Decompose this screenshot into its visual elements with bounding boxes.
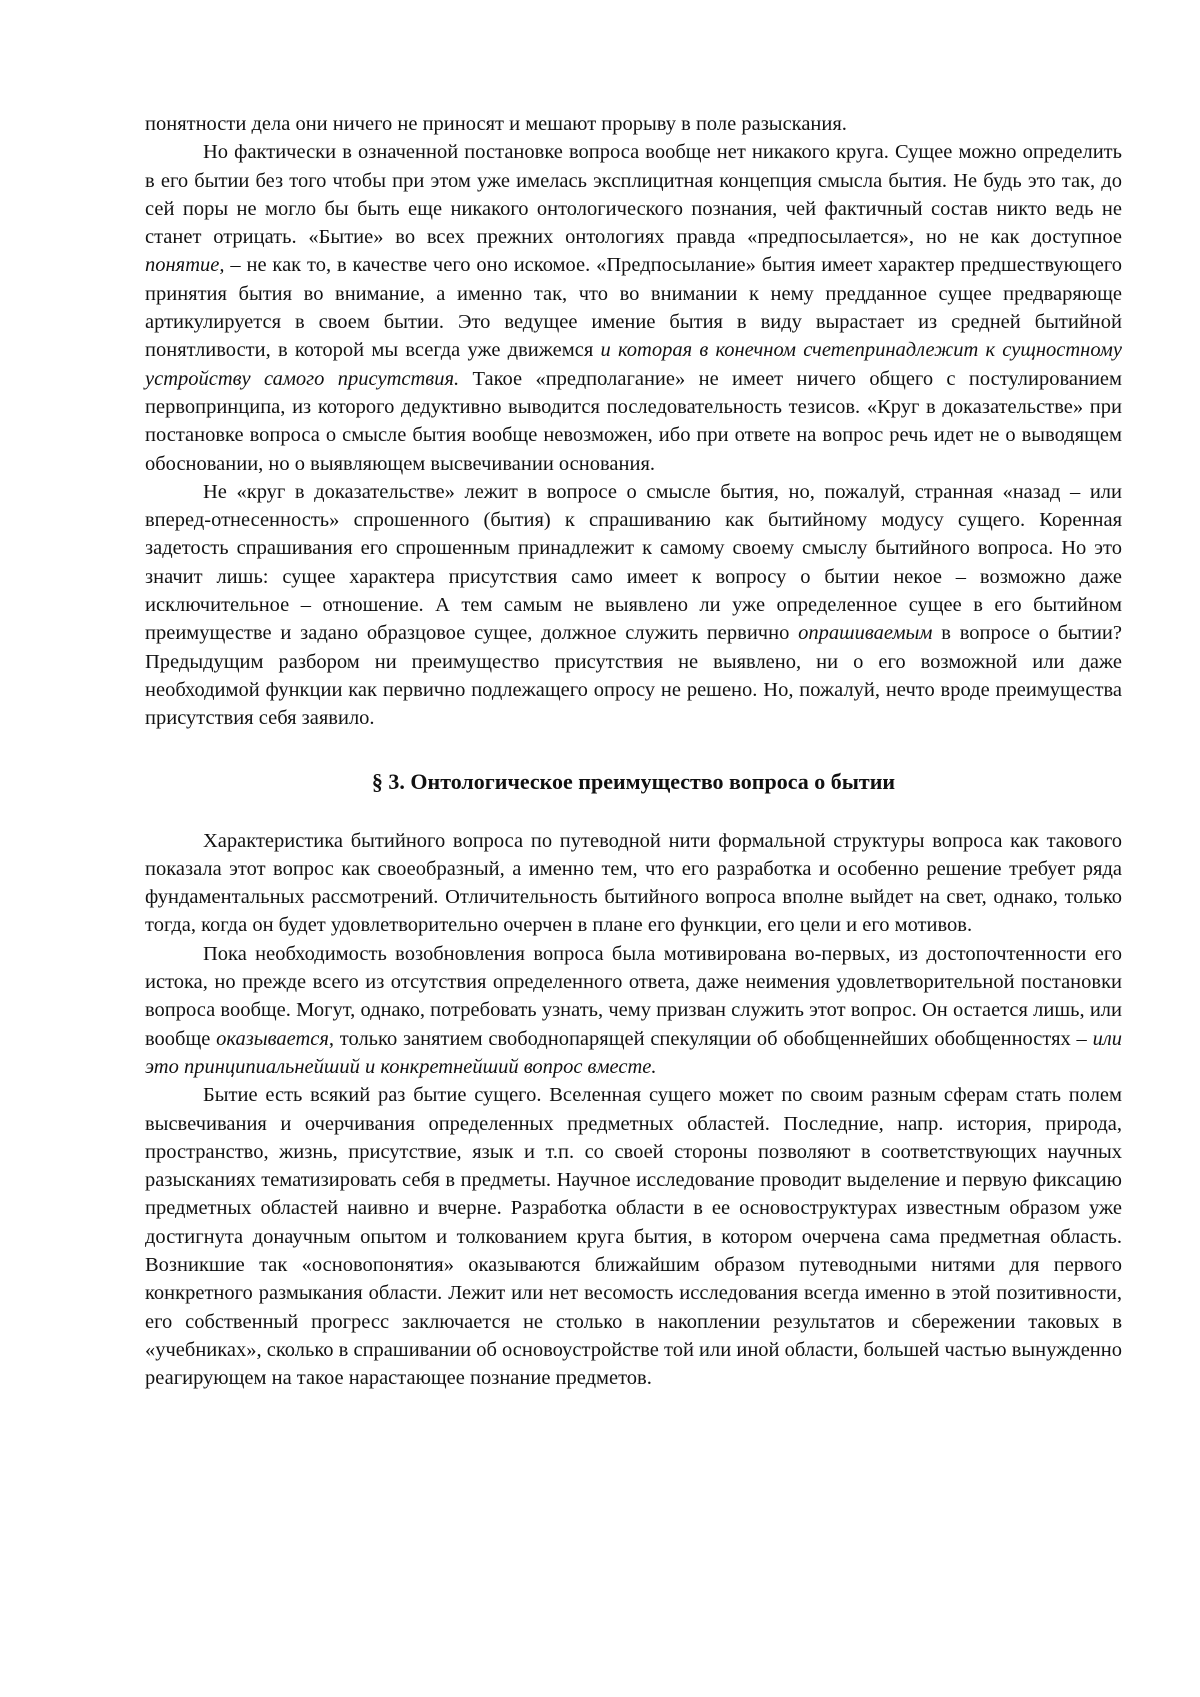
text-run: только занятием свободнопарящей спекуляции об обобщеннейших обобщенностях – <box>334 1027 1093 1050</box>
italic-run: понятие, <box>145 254 225 277</box>
text-run: Но фактически в означенной постановке вопроса вообще нет никакого круга. Сущее можно определить в его бытии без того чтобы при этом уже имелась эксплицитная концепция смысла бытия. Не будь это так, до сей поры не могло бы быть еще никакого онтологического познания, чей фактичный состав никто ведь не станет отрицать. «Бытие» во всех прежних онтологиях правда «предпосылается», но не как доступное <box>145 141 1122 249</box>
paragraph-motivation <box>145 940 1122 1081</box>
text-run: – не как то, в качестве чего оно искомое. «Предпосылание» бытия имеет характер предшествующего принятия бытия во внимание, а именно так, что во внимании к нему предданное сущее предваряюще артикулируется в своем бытии. Это ведущее имение бытия в виду вырастает из средней бытийной понятливости, в которой мы всегда уже движемся <box>145 254 1122 362</box>
italic-run: и которая в конечном счетепринадлежит к сущностному устройству самого присутствия. <box>145 339 1122 390</box>
paragraph-no-circle <box>145 138 1122 478</box>
text-run: Пока необходимость возобновления вопроса была мотивирована во-первых, из достопочтенности его истока, но прежде всего из отсутствия определенного ответа, даже неимения удовлетворительной постановки вопроса вообще. Могут, однако, потребовать узнать, чему призван служить этот вопрос. Он остается лишь, или вообще <box>145 942 1122 1050</box>
paragraph-characteristic: Характеристика бытийного вопроса по путеводной нити формальной структуры вопроса как такового показала этот вопрос как своеобразный, а именно тем, что его разработка и особенно решение требует ряда фундаментальных рассмотрений. Отличительность бытийного вопроса вполне выйдет на свет, однако, только тогда, когда он будет удовлетворительно очерчен в плане его функции, его цели и его мотивов. <box>145 829 1122 937</box>
text-run: в вопросе о бытии? Предыдущим разбором ни преимущество присутствия не выявлено, ни о его возможной или даже необходимой функции как первично подлежащего опросу не решено. Но, пожалуй, нечто вроде преимущества присутствия себя заявило. <box>145 622 1122 730</box>
paragraph-continuation: понятности дела они ничего не приносят и мешают прорыву в поле разыскания. <box>145 113 847 135</box>
italic-run: опрашиваемым <box>798 622 933 645</box>
paragraph-not-circle <box>145 478 1122 733</box>
text-run: Такое «предполагание» не имеет ничего общего с постулированием первопринципа, из которого дедуктивно выводится последовательность тезисов. «Круг в доказательстве» при постановке вопроса о смысле бытия вообще невозможен, ибо при ответе на вопрос речь идет не о выводящем обосновании, но о выявляющем высвечивании основания. <box>145 367 1122 475</box>
italic-run: или это принципиальнейший и конкретнейший вопрос вместе. <box>145 1027 1123 1078</box>
section-heading: § 3. Онтологическое преимущество вопроса о бытии <box>371 768 896 794</box>
italic-run: оказывается, <box>216 1027 334 1050</box>
text-run: Не «круг в доказательстве» лежит в вопросе о смысле бытия, но, пожалуй, странная «назад – или вперед-отнесенность» спрошенного (бытия) к спрашиванию как бытийному модусу сущего. Коренная задетость спрашивания его спрошенным принадлежит к самому своему смыслу бытийного вопроса. Но это значит лишь: сущее характера присутствия само имеет к вопросу о бытии некое – возможно даже исключительное – отношение. А тем самым не выявлено ли уже определенное сущее в его бытийном преимуществе и задано образцовое сущее, должное служить первично <box>145 480 1122 645</box>
paragraph-being-of-beings: Бытие есть всякий раз бытие сущего. Вселенная сущего может по своим разным сферам стать полем высвечивания и очерчивания определенных предметных областей. Последние, напр. история, природа, пространство, жизнь, присутствие, язык и т.п. со своей стороны позволяют в соответствующих научных разысканиях тематизировать себя в предметы. Научное исследование проводит выделение и первую фиксацию предметных областей наивно и вчерне. Разработка области в ее основоструктурах известным образом уже достигнута донаучным опытом и толкованием круга бытия, в котором очерчена сама предметная область. Возникшие так «основопонятия» оказываются ближайшим образом путеводными нитями для первого конкретного размыкания области. Лежит или нет весомость исследования всегда именно в этой позитивности, его собственный прогресс заключается не столько в накоплении результатов и сбережении таковых в «учебниках», сколько в спрашивании об основоустройстве той или иной области, большей частью вынужденно реагирующем на такое нарастающее познание предметов. <box>145 1084 1122 1390</box>
